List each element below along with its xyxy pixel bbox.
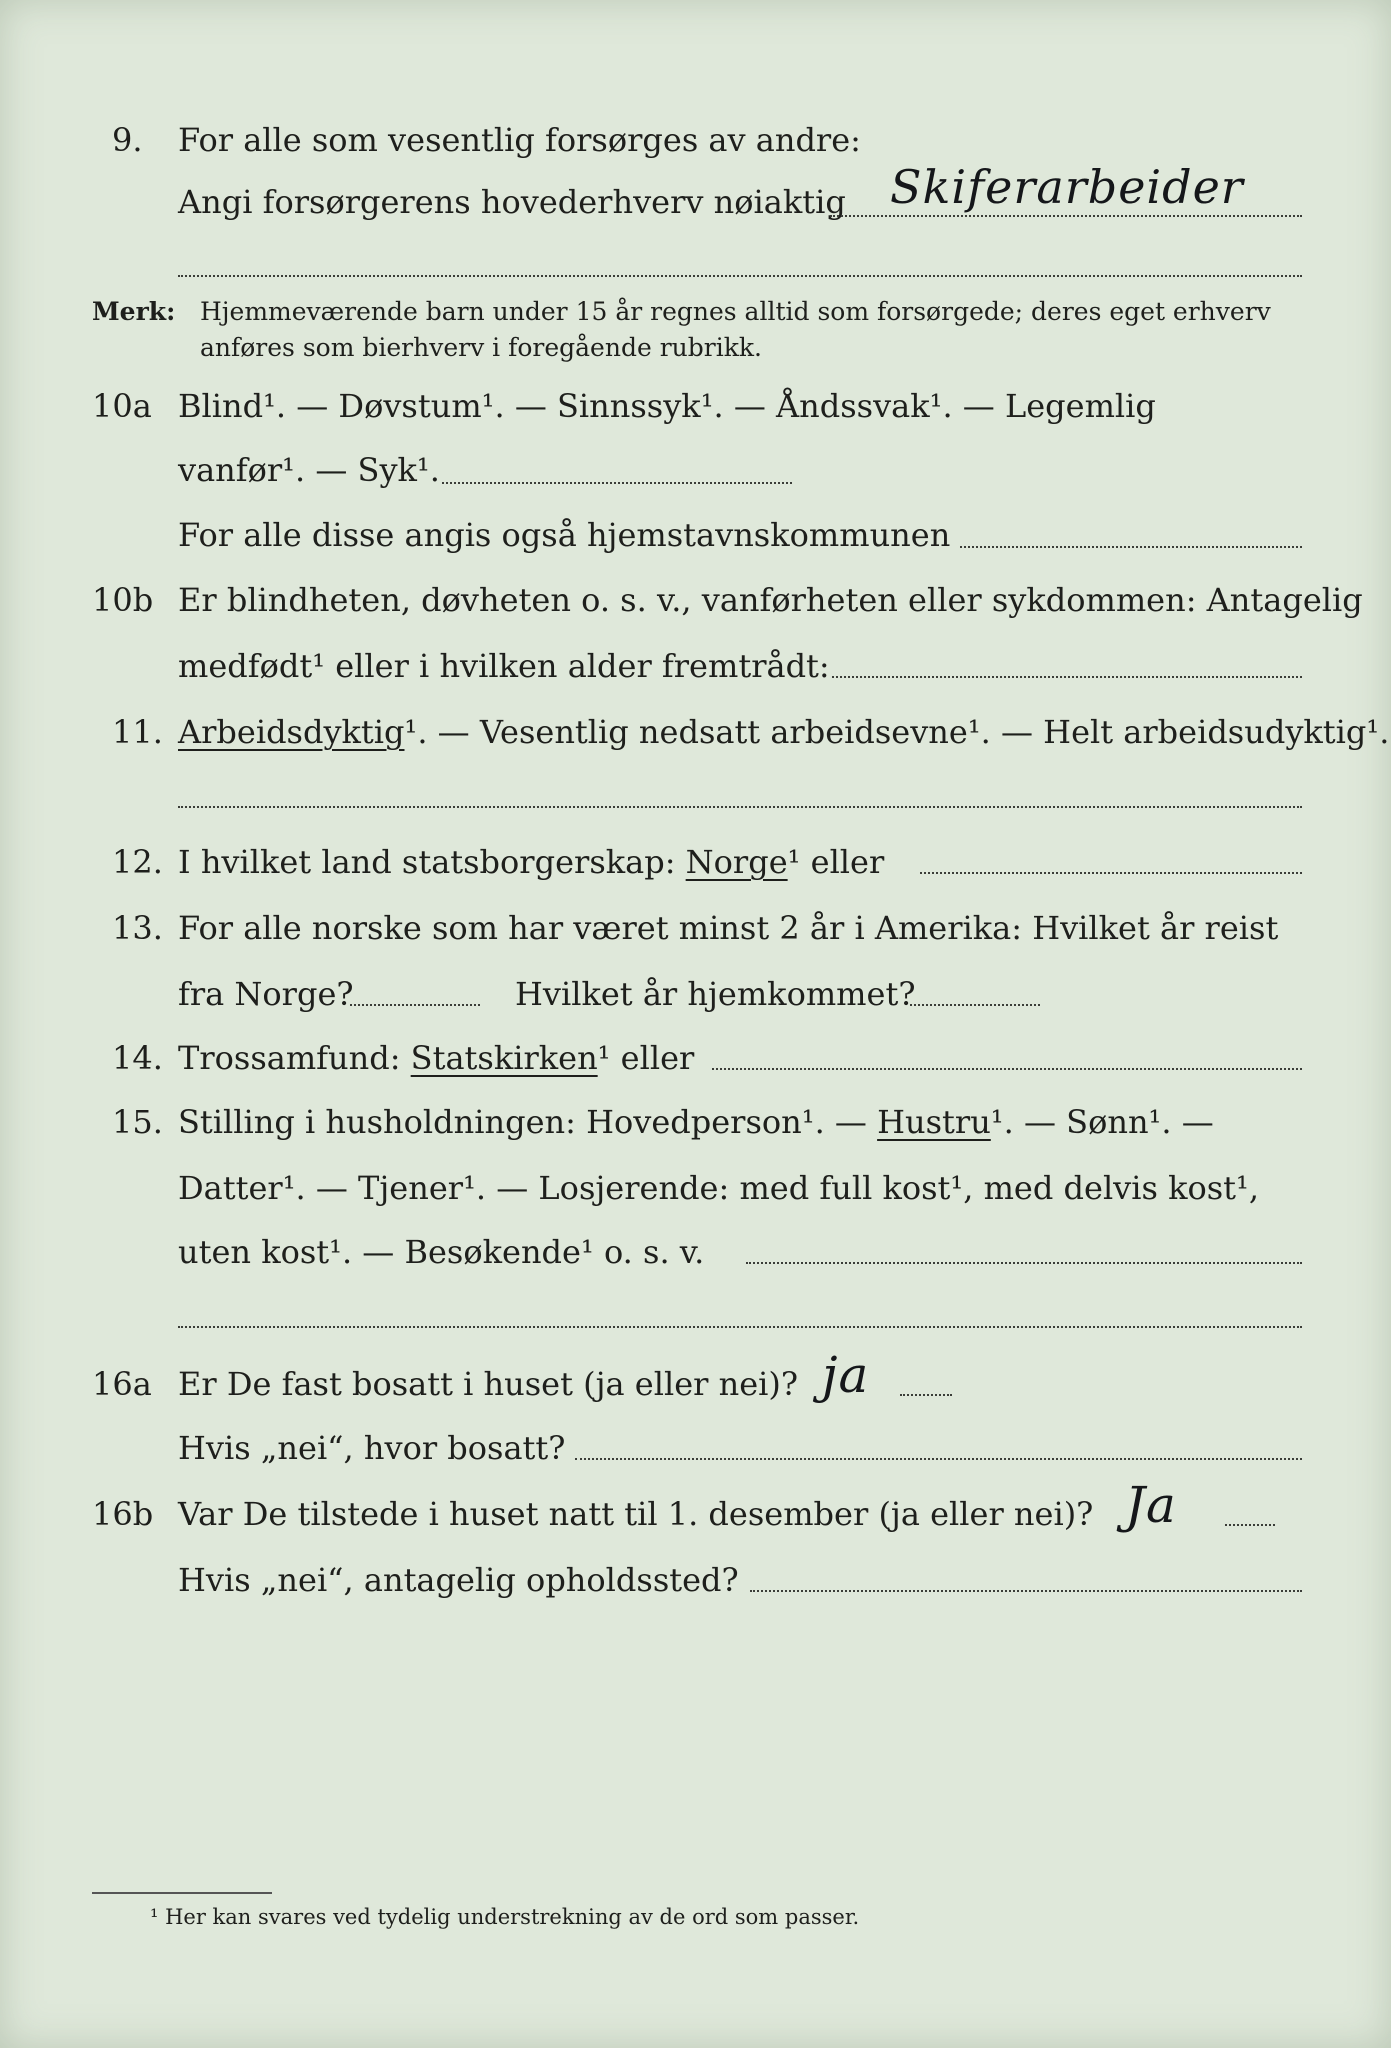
q10b-text1: Er blindheten, døvheten o. s. v., vanførheten eller sykdommen: Antagelig [178, 581, 1363, 619]
q12-selected-option[interactable]: Norge [685, 843, 788, 881]
q11-number: 11. [112, 713, 163, 751]
footnote-rule [92, 1892, 272, 1894]
merk-text2: anføres som bierhverv i foregående rubrikk. [200, 333, 762, 362]
q15-text2: Datter¹. — Tjener¹. — Losjerende: med full kost¹, med delvis kost¹, [178, 1169, 1260, 1207]
merk-text1: Hjemmeværende barn under 15 år regnes alltid som forsørgede; deres eget erhverv [200, 297, 1271, 326]
q16a-text1: Er De fast bosatt i huset (ja eller nei)? [178, 1365, 799, 1403]
q10b-text2: medfødt¹ eller i hvilken alder fremtrådt: [178, 647, 830, 685]
q14-text [178, 1028, 694, 1088]
q16a-field[interactable] [900, 1394, 952, 1396]
q16b-text1: Var De tilstede i huset natt til 1. desember (ja eller nei)? [178, 1495, 1094, 1533]
q11-selected-option[interactable]: Arbeidsdyktig [178, 713, 405, 751]
q10a-text3: For alle disse angis også hjemstavnskommunen [178, 516, 951, 554]
q15-text3: uten kost¹. — Besøkende¹ o. s. v. [178, 1233, 705, 1271]
q12-pre: I hvilket land statsborgerskap: [178, 843, 676, 881]
q9-extra-line[interactable] [178, 275, 1302, 277]
q10a-text1: Blind¹. — Døvstum¹. — Sinnssyk¹. — Åndssvak¹. — Legemlig [178, 387, 1156, 425]
q10a-syk-field[interactable] [442, 482, 792, 484]
q15-extra-line[interactable] [178, 1326, 1302, 1328]
q15-number: 15. [112, 1103, 163, 1141]
q12-number: 12. [112, 843, 163, 881]
q9-number: 9. [112, 121, 143, 159]
merk-label: Merk: [92, 297, 176, 326]
q15-text1 [178, 1092, 1214, 1152]
q14-number: 14. [112, 1039, 163, 1077]
q9-text2: Angi forsørgerens hovederhverv nøiaktig [178, 183, 846, 221]
q9-text1: For alle som vesentlig forsørges av andre: [178, 121, 861, 159]
q9-answer-field[interactable] [830, 215, 1302, 217]
q15-selected-option[interactable]: Hustru [877, 1103, 991, 1141]
q13-hjemkommet-field[interactable] [910, 1004, 1040, 1006]
q13-text2a: fra Norge? [178, 975, 354, 1013]
q12-field[interactable] [920, 872, 1302, 874]
q16a-bosatt-field[interactable] [575, 1458, 1302, 1460]
q16b-opholdssted-field[interactable] [750, 1590, 1302, 1592]
q10b-field[interactable] [832, 676, 1302, 678]
q13-text2b: Hvilket år hjemkommet? [515, 975, 916, 1013]
q13-reist-field[interactable] [350, 1004, 480, 1006]
q10a-text2: vanfør¹. — Syk¹. [178, 451, 440, 489]
q11-text [178, 702, 1389, 762]
q14-post: ¹ eller [597, 1039, 695, 1077]
q10a-kommune-field[interactable] [960, 546, 1302, 548]
q12-post: ¹ eller [787, 843, 885, 881]
q16a-number: 16a [92, 1365, 152, 1403]
q14-field[interactable] [712, 1068, 1302, 1070]
q12-text [178, 832, 884, 892]
q11-rest: ¹. — Vesentlig nedsatt arbeidsevne¹. — Helt arbeidsudyktig¹. [404, 713, 1390, 751]
q13-text1: For alle norske som har været minst 2 år i Amerika: Hvilket år reist [178, 909, 1279, 947]
q16b-text2: Hvis „nei“, antagelig opholdssted? [178, 1561, 739, 1599]
q14-selected-option[interactable]: Statskirken [410, 1039, 598, 1077]
q10a-number: 10a [92, 387, 152, 425]
q16b-handwritten-answer: Ja [1125, 1476, 1177, 1534]
q15-field[interactable] [746, 1262, 1302, 1264]
q14-pre: Trossamfund: [178, 1039, 401, 1077]
q16b-field[interactable] [1225, 1524, 1275, 1526]
q13-number: 13. [112, 909, 163, 947]
q11-extra-line[interactable] [178, 806, 1302, 808]
q10b-number: 10b [92, 581, 154, 619]
q16a-handwritten-answer: ja [822, 1346, 870, 1404]
footnote: ¹ Her kan svares ved tydelig understrekning av de ord som passer. [150, 1905, 860, 1929]
q9-handwritten-answer: Skiferarbeider [890, 160, 1244, 214]
q15-text1b: ¹. — Sønn¹. — [990, 1103, 1214, 1141]
q16a-text2: Hvis „nei“, hvor bosatt? [178, 1429, 566, 1467]
q16b-number: 16b [92, 1495, 154, 1533]
q15-text1a: Stilling i husholdningen: Hovedperson¹. — [178, 1103, 867, 1141]
